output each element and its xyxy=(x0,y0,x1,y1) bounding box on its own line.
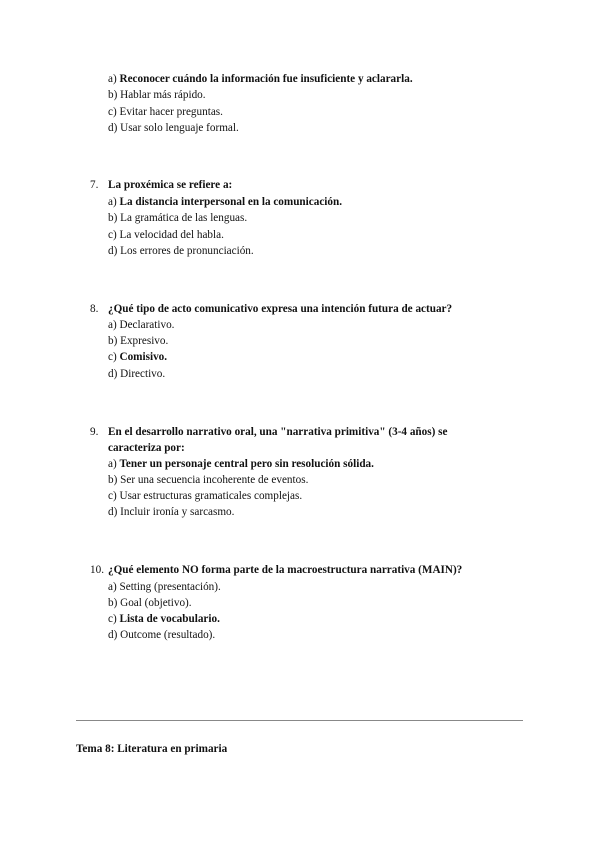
option-letter: a) xyxy=(108,458,117,470)
option-letter: b) xyxy=(108,474,118,486)
option-9-a xyxy=(108,456,374,472)
question-text: La proxémica se refiere a: xyxy=(108,179,233,191)
option-letter: c) xyxy=(108,106,117,118)
question-10-stem xyxy=(90,562,462,579)
option-text: Setting (presentación). xyxy=(119,581,221,593)
option-text: La gramática de las lenguas. xyxy=(120,212,248,224)
option-text: Expresivo. xyxy=(120,335,169,347)
option-text: Los errores de pronunciación. xyxy=(120,245,254,257)
question-number: 7. xyxy=(90,179,99,191)
option-text-correct: La distancia interpersonal en la comunicación. xyxy=(119,196,343,208)
option-letter: c) xyxy=(108,229,117,241)
question-9-stem-cont xyxy=(108,440,185,457)
option-letter: d) xyxy=(108,245,118,257)
option-8-c xyxy=(108,349,167,365)
option-9-b xyxy=(108,472,308,488)
option-letter: c) xyxy=(108,490,117,502)
option-7-c xyxy=(108,227,224,243)
option-text-correct: Comisivo. xyxy=(119,351,168,363)
option-text: Ser una secuencia incoherente de eventos. xyxy=(120,474,309,486)
option-text-correct: Tener un personaje central pero sin resolución sólida. xyxy=(119,458,374,470)
option-prev-d xyxy=(108,120,239,136)
option-text-correct: Reconocer cuándo la información fue insuficiente y aclararla. xyxy=(119,73,413,85)
section-heading: Tema 8: Literatura en primaria xyxy=(76,743,228,755)
option-8-d xyxy=(108,366,165,382)
question-8-stem xyxy=(90,301,452,318)
option-letter: c) xyxy=(108,613,117,625)
question-7-stem xyxy=(90,177,232,194)
option-10-b xyxy=(108,595,192,611)
option-text: Usar estructuras gramaticales complejas. xyxy=(119,490,303,502)
option-letter: d) xyxy=(108,506,118,518)
option-prev-c xyxy=(108,104,223,120)
question-text: caracteriza por: xyxy=(108,442,185,454)
option-text: Evitar hacer preguntas. xyxy=(119,106,223,118)
option-text: La velocidad del habla. xyxy=(119,229,224,241)
option-prev-b xyxy=(108,87,206,103)
option-7-a xyxy=(108,194,342,210)
option-text: Outcome (resultado). xyxy=(120,629,216,641)
option-text: Incluir ironía y sarcasmo. xyxy=(120,506,235,518)
question-text: ¿Qué tipo de acto comunicativo expresa una intención futura de actuar? xyxy=(108,303,453,315)
option-letter: a) xyxy=(108,73,117,85)
option-10-a xyxy=(108,579,221,595)
option-10-d xyxy=(108,627,215,643)
option-letter: b) xyxy=(108,89,118,101)
option-8-b xyxy=(108,333,168,349)
option-prev-a xyxy=(108,71,413,87)
option-7-d xyxy=(108,243,254,259)
option-letter: b) xyxy=(108,597,118,609)
option-text: Goal (objetivo). xyxy=(120,597,192,609)
question-number: 9. xyxy=(90,426,99,438)
option-8-a xyxy=(108,317,174,333)
option-7-b xyxy=(108,210,247,226)
option-letter: c) xyxy=(108,351,117,363)
question-text: ¿Qué elemento NO forma parte de la macroestructura narrativa (MAIN)? xyxy=(108,564,463,576)
option-text-correct: Lista de vocabulario. xyxy=(119,613,220,625)
option-letter: d) xyxy=(108,629,118,641)
question-number: 8. xyxy=(90,303,99,315)
option-text: Hablar más rápido. xyxy=(120,89,206,101)
option-letter: a) xyxy=(108,319,117,331)
option-text: Directivo. xyxy=(120,368,166,380)
horizontal-divider xyxy=(76,720,523,721)
option-text: Usar solo lenguaje formal. xyxy=(120,122,239,134)
option-letter: b) xyxy=(108,335,118,347)
option-letter: d) xyxy=(108,122,118,134)
question-9-stem xyxy=(90,424,447,441)
option-letter: a) xyxy=(108,196,117,208)
option-10-c xyxy=(108,611,220,627)
option-letter: a) xyxy=(108,581,117,593)
question-text: En el desarrollo narrativo oral, una "narrativa primitiva" (3-4 años) se xyxy=(108,426,448,438)
option-text: Declarativo. xyxy=(119,319,175,331)
option-letter: d) xyxy=(108,368,118,380)
option-letter: b) xyxy=(108,212,118,224)
option-9-d xyxy=(108,504,234,520)
option-9-c xyxy=(108,488,302,504)
question-number: 10. xyxy=(90,564,104,576)
